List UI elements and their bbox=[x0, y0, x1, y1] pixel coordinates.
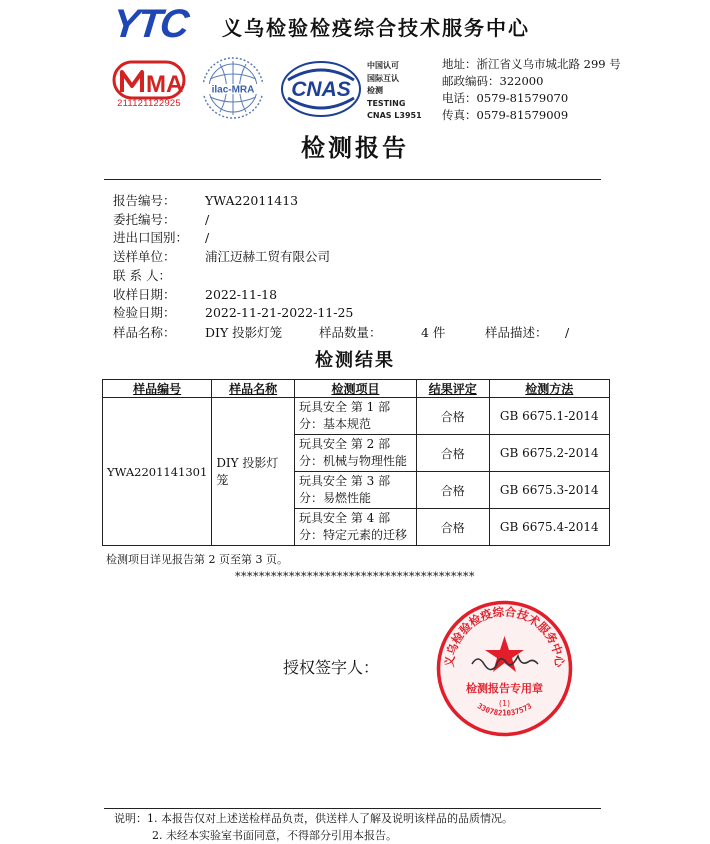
center-name: 义乌检验检疫综合技术服务中心 bbox=[222, 16, 530, 40]
field-client bbox=[113, 248, 330, 266]
header-sample-no: 样品编号 bbox=[103, 380, 212, 398]
cma-letters: MA bbox=[146, 71, 184, 98]
field-label: 收样日期： bbox=[113, 287, 176, 302]
pages-note: 检测项目详见报告第 2 页至第 3 页。 bbox=[106, 553, 288, 566]
header-test-item: 检测项目 bbox=[295, 380, 417, 398]
cma-number: 211121122925 bbox=[117, 98, 181, 109]
field-label: 联 系 人： bbox=[113, 268, 171, 283]
footer-line-1: 说明：1. 本报告仅对上述送检样品负责，供送样人了解及说明该样品的品质情况。 bbox=[114, 812, 513, 825]
cell-test-item: 玩具安全 第 2 部分：机械与物理性能 bbox=[295, 435, 417, 472]
header-divider bbox=[104, 179, 601, 180]
sample-qty-label: 样品数量： bbox=[319, 325, 382, 340]
field-value: YWA22011413 bbox=[205, 193, 299, 208]
footer-divider bbox=[104, 808, 601, 809]
sample-desc-label: 样品描述： bbox=[485, 325, 548, 340]
field-label: 送样单位： bbox=[113, 249, 176, 264]
cnas-letters: CNAS bbox=[291, 78, 351, 101]
cnas-logo bbox=[280, 60, 362, 118]
ytc-logo: YTC bbox=[110, 2, 190, 46]
official-stamp bbox=[432, 596, 577, 741]
cnas-line: 国际互认 bbox=[367, 73, 399, 83]
cell-test-item: 玩具安全 第 1 部分：基本规范 bbox=[295, 398, 417, 435]
header-result: 结果评定 bbox=[416, 380, 489, 398]
sample-row bbox=[113, 323, 569, 341]
results-table bbox=[102, 379, 610, 546]
cell-method: GB 6675.2-2014 bbox=[489, 435, 609, 472]
cell-test-item: 玩具安全 第 4 部分：特定元素的迁移 bbox=[295, 509, 417, 546]
stamp-center-text: 检测报告专用章 bbox=[466, 682, 543, 695]
field-value: 2022-11-18 bbox=[205, 287, 278, 302]
ilac-mra-logo bbox=[198, 55, 268, 121]
field-label: 报告编号： bbox=[113, 193, 176, 208]
table-row bbox=[103, 398, 610, 435]
cell-result: 合格 bbox=[416, 435, 489, 472]
cnas-line: 中国认可 bbox=[367, 61, 399, 70]
cnas-line: 检测 bbox=[367, 86, 383, 95]
sample-name-label: 样品名称： bbox=[113, 325, 176, 340]
star-separator: **************************************** bbox=[235, 570, 475, 583]
field-receive-date bbox=[113, 286, 277, 304]
sample-qty-value: 4 件 bbox=[421, 325, 446, 340]
field-country bbox=[113, 229, 209, 247]
field-value: / bbox=[205, 212, 210, 227]
field-value: 2022-11-21-2022-11-25 bbox=[205, 305, 354, 320]
cell-sample-name: DIY 投影灯笼 bbox=[212, 398, 295, 546]
cell-method: GB 6675.4-2014 bbox=[489, 509, 609, 546]
field-value: 浦江迈赫工贸有限公司 bbox=[205, 249, 331, 264]
signer-label: 授权签字人： bbox=[283, 658, 380, 677]
cell-result: 合格 bbox=[416, 472, 489, 509]
cell-sample-no: YWA2201141301 bbox=[103, 398, 212, 546]
contact-block bbox=[442, 56, 621, 124]
field-value: / bbox=[205, 230, 210, 245]
contact-fax: 传真：0579-81579009 bbox=[442, 108, 569, 122]
footer-line-2: 2. 未经本实验室书面同意，不得部分引用本报告。 bbox=[152, 829, 397, 842]
sample-desc-value: / bbox=[565, 325, 570, 340]
footer-notes bbox=[114, 810, 513, 844]
cnas-line: TESTING bbox=[367, 98, 406, 108]
stamp-ring-text: 义乌检验检疫综合技术服务中心 bbox=[442, 604, 567, 668]
field-label: 检验日期： bbox=[113, 305, 176, 320]
table-header-row bbox=[103, 380, 610, 398]
cell-result: 合格 bbox=[416, 398, 489, 435]
field-report-number bbox=[113, 192, 298, 210]
header-method: 检测方法 bbox=[489, 380, 609, 398]
contact-phone: 电话：0579-81579070 bbox=[442, 91, 569, 105]
header-sample-name: 样品名称 bbox=[212, 380, 295, 398]
field-test-date bbox=[113, 304, 353, 322]
cell-method: GB 6675.3-2014 bbox=[489, 472, 609, 509]
field-label: 委托编号： bbox=[113, 212, 176, 227]
field-contact-person bbox=[113, 267, 205, 285]
ilac-text: ilac-MRA bbox=[211, 84, 255, 96]
cnas-line: CNAS L3951 bbox=[367, 111, 422, 120]
cnas-text-block bbox=[367, 60, 422, 123]
field-label: 进出口国别： bbox=[113, 230, 189, 245]
results-title: 检测结果 bbox=[315, 350, 395, 371]
contact-postcode: 邮政编码：322000 bbox=[442, 74, 544, 88]
cell-method: GB 6675.1-2014 bbox=[489, 398, 609, 435]
stamp-sub-text: (1) bbox=[498, 699, 511, 708]
stamp-number: 3307821037573 bbox=[475, 701, 534, 718]
contact-address: 地址：浙江省义乌市城北路 299 号 bbox=[442, 57, 621, 71]
report-title: 检测报告 bbox=[301, 134, 409, 162]
sample-name-value: DIY 投影灯笼 bbox=[205, 325, 283, 340]
cell-result: 合格 bbox=[416, 509, 489, 546]
field-commission-number bbox=[113, 211, 209, 229]
cell-test-item: 玩具安全 第 3 部分：易燃性能 bbox=[295, 472, 417, 509]
